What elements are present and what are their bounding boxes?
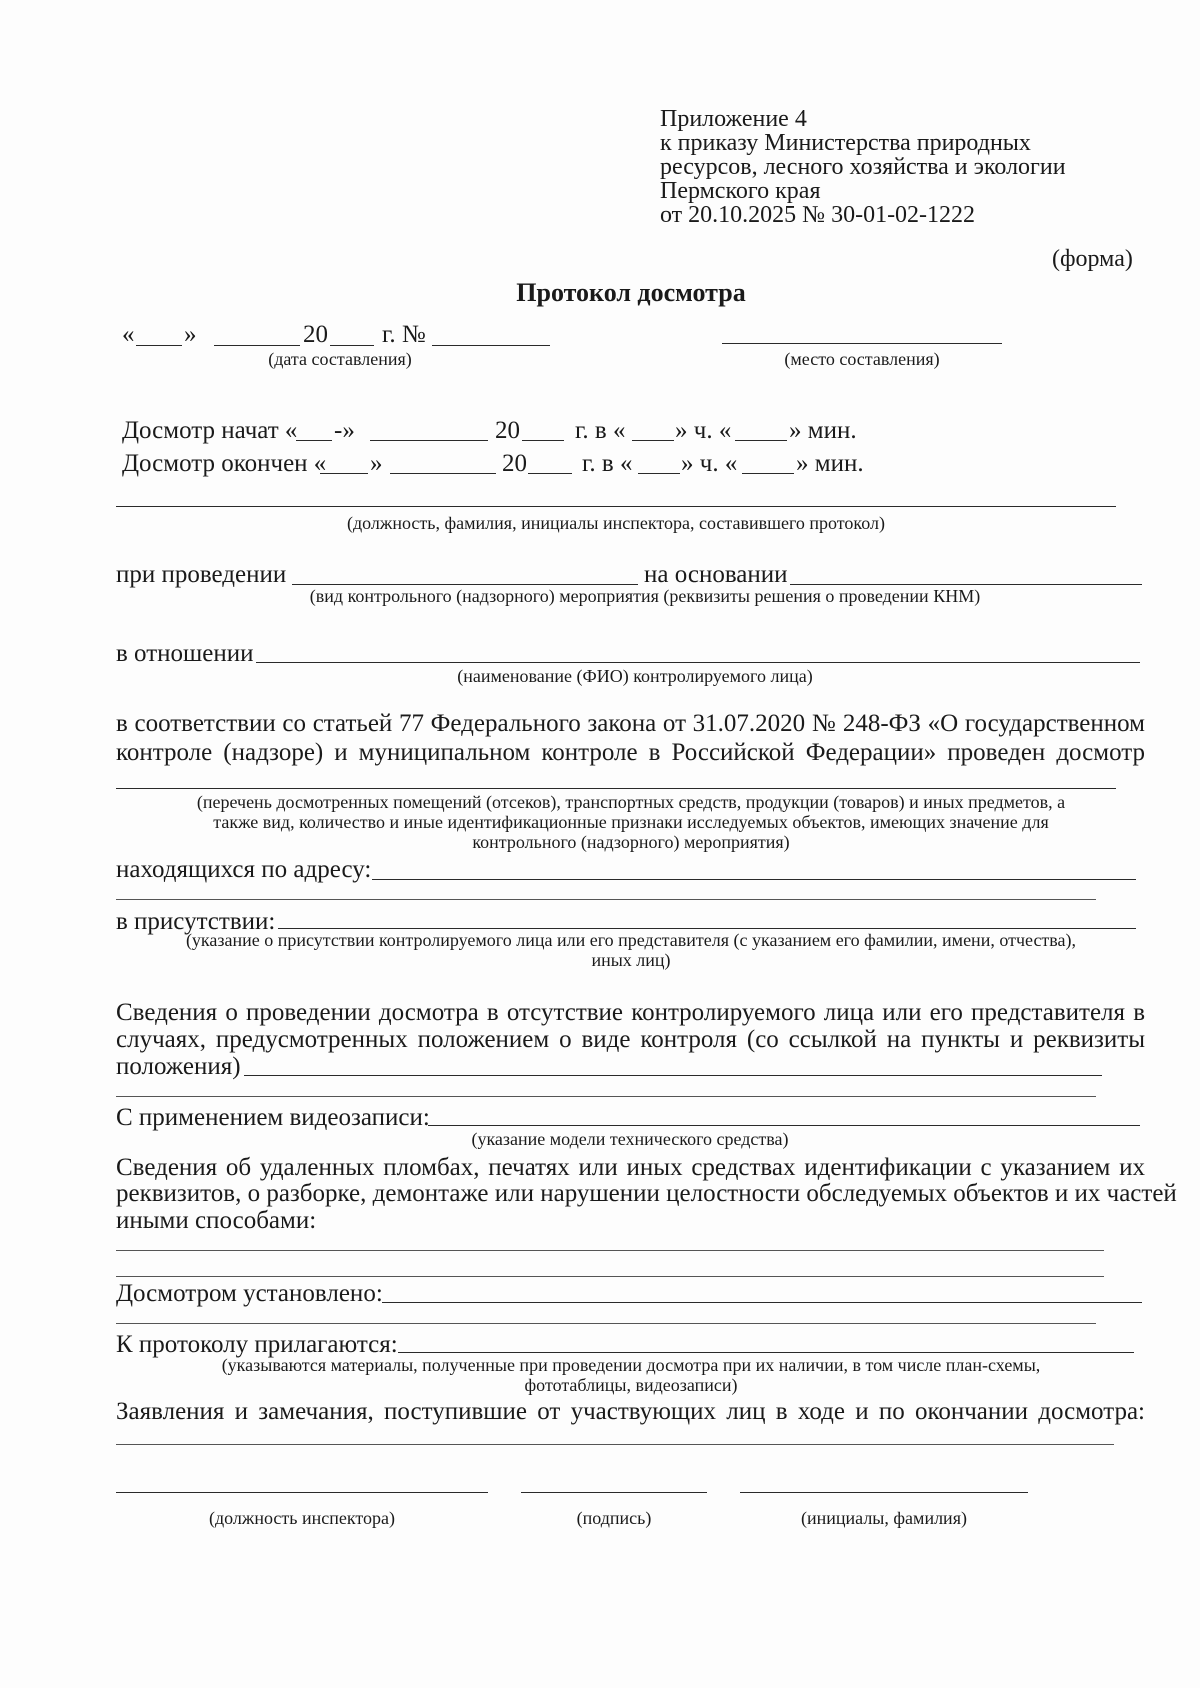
end-hours-label: » ч. « bbox=[681, 450, 738, 477]
end-day-field[interactable] bbox=[320, 473, 368, 474]
seals-field-line-1[interactable] bbox=[116, 1250, 1104, 1251]
statements-field[interactable] bbox=[116, 1444, 1114, 1445]
end-day-close: » bbox=[370, 450, 383, 477]
law-paragraph-line-2: контроле (надзоре) и муниципальном контроле в Российской Федерации» проведен досмотр bbox=[116, 739, 1145, 766]
form-label: (форма) bbox=[1052, 246, 1133, 272]
end-month-field[interactable] bbox=[390, 473, 496, 474]
date-caption: (дата составления) bbox=[268, 349, 412, 369]
seals-field-line-2[interactable] bbox=[116, 1276, 1104, 1277]
place-field[interactable] bbox=[722, 343, 1002, 344]
seals-paragraph-line-3: иными способами: bbox=[116, 1207, 317, 1234]
absence-paragraph-line-2: случаях, предусмотренных положением о виде контроля (со ссылкой на пункты и реквизиты bbox=[116, 1026, 1145, 1053]
start-time-label: г. в « bbox=[575, 417, 626, 444]
end-year-prefix: 20 bbox=[502, 450, 527, 477]
date-quote-close: » bbox=[184, 321, 197, 348]
signature-field[interactable] bbox=[521, 1492, 707, 1493]
end-year-field[interactable] bbox=[528, 473, 572, 474]
start-year-prefix: 20 bbox=[495, 417, 520, 444]
absence-paragraph-line-3: положения) bbox=[116, 1053, 241, 1080]
start-minutes-label: » мин. bbox=[789, 417, 857, 444]
end-hours-field[interactable] bbox=[638, 473, 680, 474]
inspector-name-field[interactable] bbox=[740, 1492, 1028, 1493]
date-month-field[interactable] bbox=[214, 345, 300, 346]
start-year-field[interactable] bbox=[522, 440, 564, 441]
header-line-2: к приказу Министерства природных bbox=[660, 130, 1031, 156]
video-label: С применением видеозаписи: bbox=[116, 1104, 430, 1131]
inspector-position-field[interactable] bbox=[116, 1492, 488, 1493]
absence-paragraph-line-1: Сведения о проведении досмотра в отсутствие контролируемого лица или его представителя в bbox=[116, 999, 1145, 1026]
start-hours-field[interactable] bbox=[632, 440, 674, 441]
signature-caption: (подпись) bbox=[576, 1508, 652, 1528]
header-line-5: от 20.10.2025 № 30-01-02-1222 bbox=[660, 202, 976, 228]
end-time-label: г. в « bbox=[582, 450, 633, 477]
conduct-caption: (вид контрольного (надзорного) мероприятия (реквизиты решения о проведении КНМ) bbox=[309, 586, 981, 606]
start-hours-label: » ч. « bbox=[675, 417, 732, 444]
start-minutes-field[interactable] bbox=[735, 440, 787, 441]
header-line-3: ресурсов, лесного хозяйства и экологии bbox=[660, 154, 1066, 180]
start-month-field[interactable] bbox=[370, 440, 488, 441]
address-field-line-2[interactable] bbox=[116, 899, 1096, 900]
presence-label: в присутствии: bbox=[116, 908, 276, 935]
presence-caption-line-2: иных лиц) bbox=[591, 950, 671, 970]
inspector-field[interactable] bbox=[116, 506, 1116, 507]
seals-paragraph-line-1: Сведения об удаленных пломбах, печатях или иных средствах идентификации с указанием их bbox=[116, 1154, 1145, 1181]
page-title: Протокол досмотра bbox=[516, 278, 746, 307]
controlled-person-field[interactable] bbox=[256, 662, 1140, 663]
date-quote-open: « bbox=[122, 321, 135, 348]
address-label: находящихся по адресу: bbox=[116, 856, 372, 883]
date-year-field[interactable] bbox=[330, 345, 374, 346]
inspected-caption-line-2: также вид, количество и иные идентификационные признаки исследуемых объектов, имеющих значение для bbox=[213, 812, 1049, 832]
law-paragraph-line-1: в соответствии со статьей 77 Федерального закона от 31.07.2020 № 248-ФЗ «О государственном bbox=[116, 710, 1145, 737]
conduct-label: при проведении bbox=[116, 561, 287, 588]
position-caption: (должность инспектора) bbox=[209, 1508, 395, 1528]
statements-label: Заявления и замечания, поступившие от участвующих лиц в ходе и по окончании досмотра: bbox=[116, 1398, 1145, 1425]
end-label: Досмотр окончен « bbox=[122, 450, 327, 477]
start-label: Досмотр начат « bbox=[122, 417, 298, 444]
date-year-prefix: 20 bbox=[303, 321, 328, 348]
seals-paragraph-line-2: реквизитов, о разборке, демонтаже или нарушении целостности обследуемых объектов и их частей bbox=[116, 1180, 1177, 1207]
header-line-1: Приложение 4 bbox=[660, 106, 807, 132]
inspected-caption-line-1: (перечень досмотренных помещений (отсеков), транспортных средств, продукции (товаров) и иных предметов, а bbox=[196, 792, 1066, 812]
absence-field-line-2[interactable] bbox=[116, 1096, 1096, 1097]
inspector-caption: (должность, фамилия, инициалы инспектора, составившего протокол) bbox=[347, 513, 885, 533]
place-caption: (место составления) bbox=[784, 349, 940, 369]
start-day-close: -» bbox=[334, 417, 355, 444]
video-device-field[interactable] bbox=[428, 1125, 1140, 1126]
date-day-field[interactable] bbox=[136, 345, 182, 346]
attachments-caption-line-1: (указываются материалы, полученные при проведении досмотра при их наличии, в том числе план-схемы, bbox=[221, 1355, 1041, 1375]
end-minutes-field[interactable] bbox=[742, 473, 794, 474]
basis-field[interactable] bbox=[790, 584, 1142, 585]
attachments-field[interactable] bbox=[398, 1352, 1134, 1353]
findings-field-line-2[interactable] bbox=[116, 1323, 1096, 1324]
findings-field[interactable] bbox=[382, 1302, 1142, 1303]
address-field[interactable] bbox=[372, 879, 1136, 880]
inspected-caption-line-3: контрольного (надзорного) мероприятия) bbox=[472, 832, 790, 852]
findings-label: Досмотром установлено: bbox=[116, 1280, 383, 1307]
presence-caption-line-1: (указание о присутствии контролируемого лица или его представителя (с указанием его фамилии, имени, отчества), bbox=[185, 930, 1077, 950]
relation-label: в отношении bbox=[116, 640, 254, 667]
start-day-field[interactable] bbox=[296, 440, 332, 441]
attachments-caption-line-2: фототаблицы, видеозаписи) bbox=[524, 1375, 738, 1395]
absence-field[interactable] bbox=[244, 1075, 1102, 1076]
date-number-label: г. № bbox=[382, 321, 426, 348]
relation-caption: (наименование (ФИО) контролируемого лица) bbox=[457, 666, 813, 686]
event-type-field[interactable] bbox=[292, 584, 638, 585]
end-minutes-label: » мин. bbox=[796, 450, 864, 477]
header-line-4: Пермского края bbox=[660, 178, 821, 204]
protocol-number-field[interactable] bbox=[432, 345, 550, 346]
attachments-label: К протоколу прилагаются: bbox=[116, 1331, 398, 1358]
video-caption: (указание модели технического средства) bbox=[471, 1129, 789, 1149]
name-caption: (инициалы, фамилия) bbox=[801, 1508, 967, 1528]
basis-label: на основании bbox=[644, 561, 788, 588]
presence-field[interactable] bbox=[278, 928, 1136, 929]
inspected-items-field[interactable] bbox=[116, 788, 1116, 789]
